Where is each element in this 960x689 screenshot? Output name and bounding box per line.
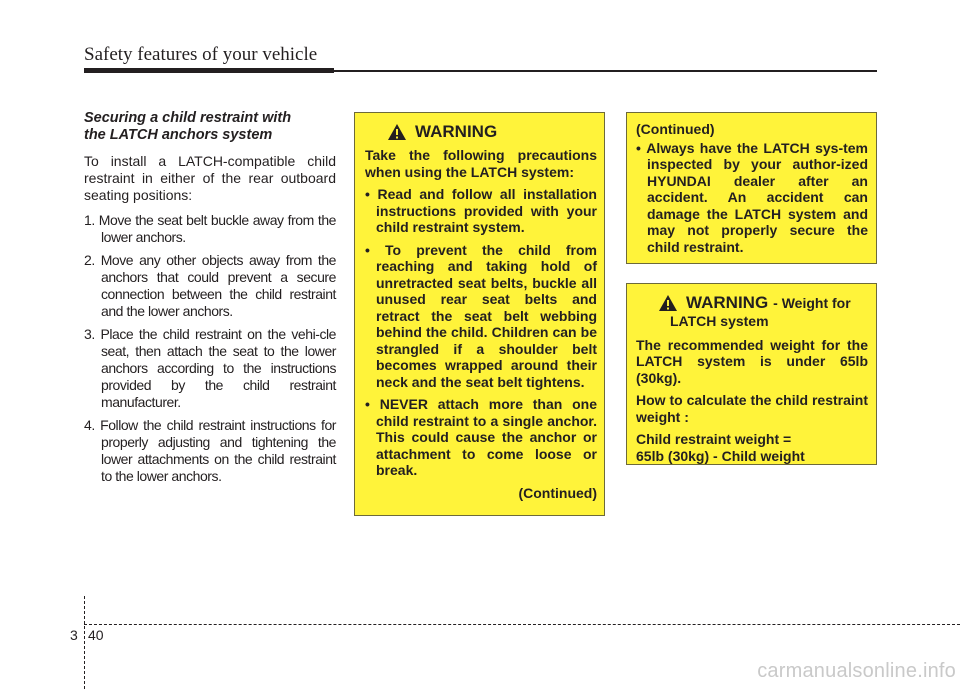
step-item: 2. Move any other objects away from the anchors that could prevent a secure connection between the child restraint and the lower anchors. [84,252,336,319]
warning-bullet-item: • Read and follow all installation instructions provided with your child restraint system. [365,186,597,236]
warning-box-continued [626,112,877,264]
formula-paragraph [636,431,868,464]
page-header-title: Safety features of your vehicle [84,44,318,65]
weight-paragraph: The recommended weight for the LATCH system is under 65lb (30kg). [636,336,868,386]
installation-steps [84,212,336,485]
warning-header [636,294,868,312]
continued-label: (Continued) [636,121,715,137]
step-item: 4. Follow the child restraint instructions for properly adjusting and tightening the lower attachments on the child restraint to the lower anchors. [84,417,336,484]
page-number: 40 [88,627,104,643]
warning-triangle-icon [658,294,678,312]
warning-subtitle: - Weight for [773,294,851,311]
warning-intro: Take the following precautions when using the LATCH system: [365,147,597,180]
warning-header [365,123,597,141]
calc-paragraph: How to calculate the child restraint weight : [636,392,868,425]
left-column [84,110,336,491]
formula-line-1: Child restraint weight = [636,431,792,447]
warning-bullets [636,140,868,256]
footer-vertical-rule [84,596,85,689]
footer-rule [84,624,960,625]
warning-subtitle-line-2: LATCH system [670,313,769,329]
warning-box-weight [626,283,877,465]
warning-bullet-item: • Always have the LATCH sys-tem inspected by your author-ized HYUNDAI dealer after an accident. An accident can damage the LATCH system and may not properly secure the child restraint. [636,140,868,256]
warning-bullets [365,186,597,479]
section-title-line-2: the LATCH anchors system [84,127,273,143]
chapter-number: 3 [70,627,78,643]
warning-title: WARNING [686,292,769,312]
section-title-line-1: Securing a child restraint with [84,110,292,126]
warning-triangle-icon [387,123,407,141]
header-rule-thick [84,68,334,73]
warning-box-precautions [354,112,605,516]
watermark: carmanualsonline.info [757,660,956,682]
warning-bullet-item: • To prevent the child from reaching and taking hold of unretracted seat belts, buckle all unused rear seat belts and retract the seat belt webbing behind the child. Children can be strangled if a shoulder belt becomes wrapped around their neck and the seat belt tightens. [365,242,597,391]
formula-line-2: 65lb (30kg) - Child weight [636,447,805,464]
warning-title: WARNING [415,121,498,141]
continued-label: (Continued) [518,484,597,501]
section-title [84,110,336,144]
step-item: 1. Move the seat belt buckle away from the lower anchors. [84,212,336,245]
step-item: 3. Place the child restraint on the vehi-cle seat, then attach the seat to the lower anchors according to the instructions provided by the child restraint manufacturer. [84,326,336,410]
warning-bullet-item: • NEVER attach more than one child restraint to a single anchor. This could cause the anchor or attachment to come loose or break. [365,396,597,479]
header-rule-thin [334,70,877,72]
intro-paragraph: To install a LATCH-compatible child restraint in either of the rear outboard seating positions: [84,153,336,203]
